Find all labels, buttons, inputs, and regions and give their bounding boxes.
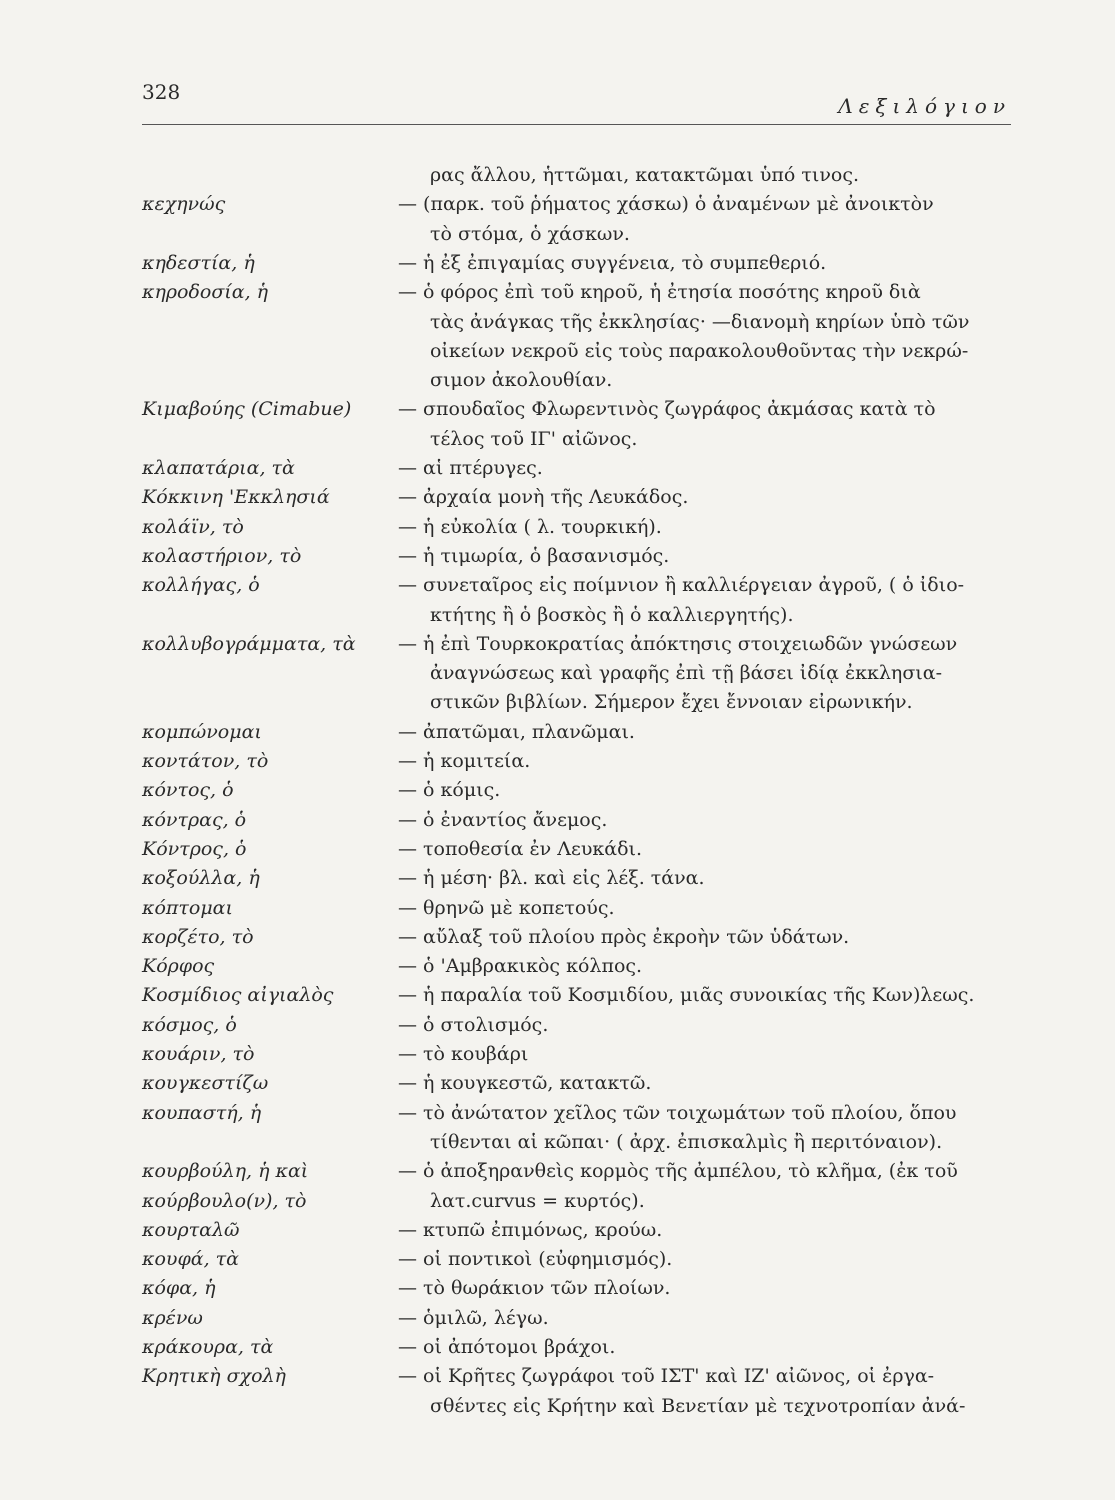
page-number: 328: [142, 80, 181, 104]
glossary-definition: σθέντες εἰς Κρήτην καὶ Βενετίαν μὲ τεχνοτροπίαν ἀνά-: [430, 1394, 966, 1417]
glossary-term: κόντρας, ὁ: [142, 808, 247, 831]
glossary-line: [0, 1186, 1115, 1216]
glossary-term: Κιμαβούης (Cimabue): [142, 398, 352, 421]
glossary-term: κράκουρα, τὰ: [142, 1336, 274, 1358]
glossary-term: κόσμος, ὁ: [142, 1013, 237, 1036]
glossary-line: [0, 629, 1115, 659]
glossary-term: κουπαστή, ἡ: [142, 1101, 262, 1124]
glossary-definition: — ἡ κομιτεία.: [398, 750, 531, 772]
glossary-definition: — οἱ ποντικοὶ (εὐφημισμός).: [398, 1248, 673, 1271]
glossary-definition: — τοποθεσία ἐν Λευκάδι.: [398, 837, 643, 860]
glossary-definition: στικῶν βιβλίων. Σήμερον ἔχει ἔννοιαν εἰρωνικήν.: [430, 691, 913, 714]
glossary-line: [0, 219, 1115, 249]
glossary-line: [0, 248, 1115, 278]
glossary-definition: — ὁμιλῶ, λέγω.: [398, 1306, 549, 1329]
glossary-definition: λατ.curvus = κυρτός).: [430, 1189, 645, 1212]
glossary-definition: — σπουδαῖος Φλωρεντινὸς ζωγράφος ἀκμάσας κατὰ τὸ: [398, 398, 936, 421]
glossary-term: κούρβουλο(ν), τὸ: [142, 1189, 307, 1212]
glossary-line: [0, 1127, 1115, 1157]
header-rule: [142, 124, 1011, 125]
glossary-definition: — ἀρχαία μονὴ τῆς Λευκάδος.: [398, 486, 689, 509]
glossary-line: [0, 687, 1115, 717]
glossary-definition: — αὔλαξ τοῦ πλοίου πρὸς ἐκροὴν τῶν ὑδάτων.: [398, 925, 850, 948]
glossary-line: [0, 893, 1115, 923]
running-head: Λεξιλόγιον: [838, 94, 1011, 118]
glossary-line: [0, 951, 1115, 981]
glossary-definition: — ἡ μέση· βλ. καὶ εἰς λέξ. τάνα.: [398, 867, 705, 890]
glossary-term: κηροδοσία, ἡ: [142, 281, 269, 304]
glossary-line: [0, 1361, 1115, 1391]
glossary-definition: — οἱ Κρῆτες ζωγράφοι τοῦ ΙΣΤ' καὶ ΙΖ' αἰῶνος, οἱ ἐργα-: [398, 1365, 935, 1388]
glossary-term: κρένω: [142, 1306, 203, 1329]
glossary-term: κορζέτο, τὸ: [142, 925, 254, 948]
glossary-line: [0, 541, 1115, 571]
glossary-line: [0, 1010, 1115, 1040]
glossary-line: [0, 922, 1115, 952]
glossary-term: κοντάτον, τὸ: [142, 750, 269, 772]
glossary-line: [0, 424, 1115, 454]
glossary-line: [0, 1244, 1115, 1274]
glossary-line: [0, 717, 1115, 747]
glossary-line: [0, 189, 1115, 219]
glossary-definition: τίθενται αἱ κῶπαι· ( ἀρχ. ἐπισκαλμὶς ἢ περιτόναιον).: [430, 1130, 943, 1153]
glossary-definition: — ἀπατῶμαι, πλανῶμαι.: [398, 720, 635, 743]
glossary-definition: — συνεταῖρος εἰς ποίμνιον ἢ καλλιέργειαν ἀγροῦ, ( ὁ ἰδιο-: [398, 574, 965, 597]
glossary-term: κολλήγας, ὁ: [142, 574, 260, 597]
glossary-line: [0, 394, 1115, 424]
glossary-definition: — ἡ εὐκολία ( λ. τουρκική).: [398, 515, 662, 538]
glossary-term: Κόκκινη 'Εκκλησιά: [142, 486, 330, 509]
glossary-line: [0, 863, 1115, 893]
glossary-definition: — ἡ παραλία τοῦ Κοσμιδίου, μιᾶς συνοικίας τῆς Κων)λεως.: [398, 984, 975, 1007]
glossary-term: κηδεστία, ἡ: [142, 251, 255, 274]
glossary-term: κουρβούλη, ἡ καὶ: [142, 1160, 309, 1183]
glossary-term: κεχηνώς: [142, 193, 226, 216]
glossary-term: κόφα, ἡ: [142, 1277, 216, 1300]
glossary-line: [0, 1068, 1115, 1098]
glossary-definition: οἰκείων νεκροῦ εἰς τοὺς παρακολουθοῦντας τὴν νεκρώ-: [430, 339, 969, 362]
glossary-term: κοξούλλα, ἡ: [142, 867, 260, 890]
glossary-line: [0, 1303, 1115, 1333]
glossary-line: [0, 160, 1115, 190]
glossary-definition: — αἱ πτέρυγες.: [398, 457, 543, 479]
glossary-line: [0, 277, 1115, 307]
glossary-line: [0, 746, 1115, 776]
glossary-line: [0, 336, 1115, 366]
glossary-definition: — ὁ κόμις.: [398, 779, 501, 802]
glossary-term: κουφά, τὰ: [142, 1248, 240, 1271]
glossary-definition: — (παρκ. τοῦ ῥήματος χάσκω) ὁ ἀναμένων μὲ ἀνοικτὸν: [398, 193, 934, 216]
glossary-term: Κόντρος, ὁ: [142, 837, 247, 860]
glossary-definition: ἀναγνώσεως καὶ γραφῆς ἐπὶ τῇ βάσει ἰδίᾳ ἐκκλησια-: [430, 662, 942, 685]
glossary-definition: — οἱ ἀπότομοι βράχοι.: [398, 1336, 616, 1358]
glossary-definition: — τὸ ἀνώτατον χεῖλος τῶν τοιχωμάτων τοῦ πλοίου, ὅπου: [398, 1101, 957, 1124]
glossary-definition: — ἡ ἐξ ἐπιγαμίας συγγένεια, τὸ συμπεθεριό.: [398, 251, 827, 274]
glossary-definition: — ὁ 'Αμβρακικὸς κόλπος.: [398, 955, 643, 978]
glossary-term: κολλυβογράμματα, τὰ: [142, 632, 356, 655]
glossary-definition: — τὸ θωράκιον τῶν πλοίων.: [398, 1277, 671, 1300]
glossary-term: κολαστήριον, τὸ: [142, 544, 302, 567]
glossary-definition: ρας ἄλλου, ἡττῶμαι, κατακτῶμαι ὑπό τινος.: [430, 164, 860, 186]
glossary-term: κουρταλῶ: [142, 1218, 240, 1241]
glossary-term: κουγκεστίζω: [142, 1072, 269, 1095]
glossary-term: κόντος, ὁ: [142, 779, 234, 802]
glossary-term: Κόρφος: [142, 955, 215, 978]
glossary-line: [0, 570, 1115, 600]
glossary-term: κλαπατάρια, τὰ: [142, 457, 295, 479]
glossary-definition: — τὸ κουβάρι: [398, 1043, 529, 1065]
glossary-definition: κτήτης ἢ ὁ βοσκὸς ἢ ὁ καλλιεργητής).: [430, 603, 794, 626]
glossary-line: [0, 1156, 1115, 1186]
glossary-line: [0, 658, 1115, 688]
glossary-line: [0, 1098, 1115, 1128]
glossary-definition: τέλος τοῦ ΙΓ' αἰῶνος.: [430, 427, 638, 450]
glossary-line: [0, 980, 1115, 1010]
glossary-line: [0, 1039, 1115, 1069]
glossary-definition: τὰς ἀνάγκας τῆς ἐκκλησίας· —διανομὴ κηρίων ὑπὸ τῶν: [430, 310, 970, 333]
glossary-line: [0, 1273, 1115, 1303]
glossary-line: [0, 365, 1115, 395]
glossary-line: [0, 1332, 1115, 1362]
glossary-definition: τὸ στόμα, ὁ χάσκων.: [430, 222, 630, 245]
glossary-definition: — ἡ τιμωρία, ὁ βασανισμός.: [398, 544, 670, 567]
glossary-line: [0, 1391, 1115, 1421]
glossary-line: [0, 307, 1115, 337]
glossary-line: [0, 482, 1115, 512]
glossary-term: κουάριν, τὸ: [142, 1043, 255, 1065]
glossary-definition: — θρηνῶ μὲ κοπετούς.: [398, 896, 615, 919]
glossary-line: [0, 1215, 1115, 1245]
glossary-line: [0, 775, 1115, 805]
glossary-definition: — ὁ ἐναντίος ἄνεμος.: [398, 808, 608, 831]
glossary-line: [0, 600, 1115, 630]
glossary-term: Κοσμίδιος αἰγιαλὸς: [142, 984, 334, 1007]
glossary-line: [0, 453, 1115, 483]
glossary-definition: — κτυπῶ ἐπιμόνως, κρούω.: [398, 1218, 663, 1241]
glossary-definition: — ἡ κουγκεστῶ, κατακτῶ.: [398, 1072, 652, 1095]
glossary-term: Κρητικὴ σχολὴ: [142, 1365, 286, 1388]
glossary-line: [0, 834, 1115, 864]
glossary-term: κολάϊν, τὸ: [142, 515, 244, 538]
glossary-line: [0, 512, 1115, 542]
glossary-term: κόπτομαι: [142, 896, 233, 919]
glossary-definition: — ἡ ἐπὶ Τουρκοκρατίας ἀπόκτησις στοιχειωδῶν γνώσεων: [398, 632, 958, 655]
glossary-term: κομπώνομαι: [142, 720, 262, 743]
glossary-definition: — ὁ στολισμός.: [398, 1013, 549, 1036]
glossary-definition: — ὁ ἀποξηρανθεὶς κορμὸς τῆς ἀμπέλου, τὸ κλῆμα, (ἐκ τοῦ: [398, 1160, 958, 1183]
glossary-line: [0, 805, 1115, 835]
glossary-definition: — ὁ φόρος ἐπὶ τοῦ κηροῦ, ἡ ἐτησία ποσότης κηροῦ διὰ: [398, 281, 921, 304]
glossary-definition: σιμον ἀκολουθίαν.: [430, 369, 613, 392]
